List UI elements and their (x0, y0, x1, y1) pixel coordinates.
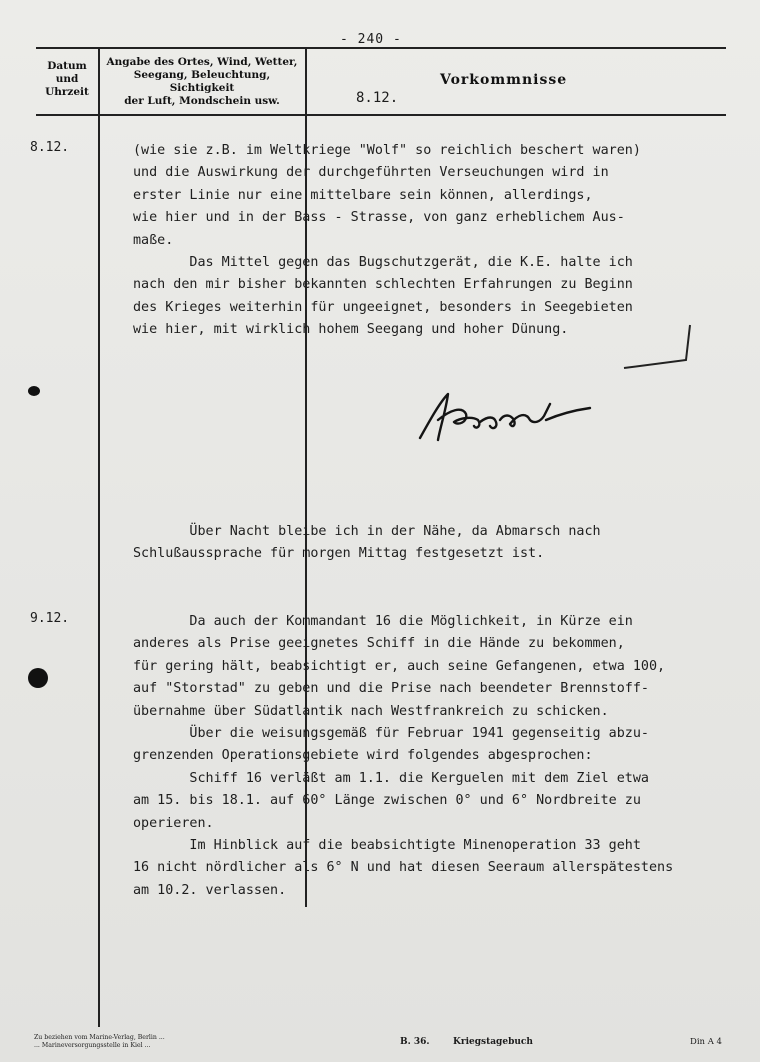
date-column-divider (98, 47, 100, 1027)
checkmark-annotation (620, 320, 700, 375)
handwritten-signature (410, 380, 600, 450)
entry-date: 8.12. (30, 140, 70, 155)
footer-paper-size: Din A 4 (690, 1037, 722, 1047)
table-top-rule (36, 47, 726, 49)
entry-text: Über Nacht bleibe ich in der Nähe, da Abmarsch nach Schlußaussprache für morgen Mittag festgesetzt ist. (133, 524, 601, 562)
page-number: - 240 - (340, 32, 402, 47)
punch-hole (28, 386, 40, 396)
header-place-column: Angabe des Ortes, Wind, Wetter, Seegang, Beleuchtung, Sichtigkeit der Luft, Mondschein usw. (106, 56, 298, 107)
header-events-column: Vorkommnisse (440, 72, 568, 88)
footer-form-name: Kriegstagebuch (453, 1037, 533, 1047)
header-date-column: Datum und Uhrzeit (45, 60, 89, 98)
header-place-date: 8.12. (356, 90, 399, 106)
entry-date: 9.12. (30, 611, 70, 626)
entry-text: Da auch der Kommandant 16 die Möglichkeit, in Kürze ein anderes als Prise geeignetes Schiff in die Hände zu bekommen, für gering hält, beabsichtigt er, auch seine Gefangenen, etwa 100, auf "Storstad" zu geben und die Prise nach beendeter Brennstoff- übernahme über Südatlantik nach Westfrankreich zu schicken. Über die weisungsgemäß für Februar 1941 gegenseitig abzu- grenzenden Operationsgebiete wird folgendes abgesprochen: Schiff 16 verläßt am 1.1. die Kerguelen mit dem Ziel etwa am 15. bis 18.1. auf 60° Länge zwischen 0° und 6° Nordbreite zu operieren. Im Hinblick auf die beabsichtigte Minenoperation 33 geht 16 nicht nördlicher als 6° N und hat diesen Seeraum allerspätestens am 10.2. verlassen. (133, 614, 674, 898)
punch-hole (28, 668, 48, 688)
footer-publisher-note: Zu beziehen vom Marine-Verlag, Berlin ... ... Marineversorgungsstelle in Kiel ... (34, 1034, 165, 1049)
table-header-rule (36, 114, 726, 116)
footer-form-code: B. 36. (400, 1037, 430, 1047)
entry-text: (wie sie z.B. im Weltkriege "Wolf" so reichlich beschert waren) und die Auswirkung der durchgeführten Verseuchungen wird in erster Linie nur eine mittelbare sein können, allerdings, wie hier und in der Bass - Strasse, von ganz erheblichem Aus- maße. Das Mittel gegen das Bugschutzgerät, die K.E. halte ich nach den mir bisher bekannten schlechten Erfahrungen zu Beginn des Krieges weiterhin für ungeeignet, besonders in Seegebieten wie hier, mit wirklich hohem Seegang und hoher Dünung. (133, 143, 641, 338)
